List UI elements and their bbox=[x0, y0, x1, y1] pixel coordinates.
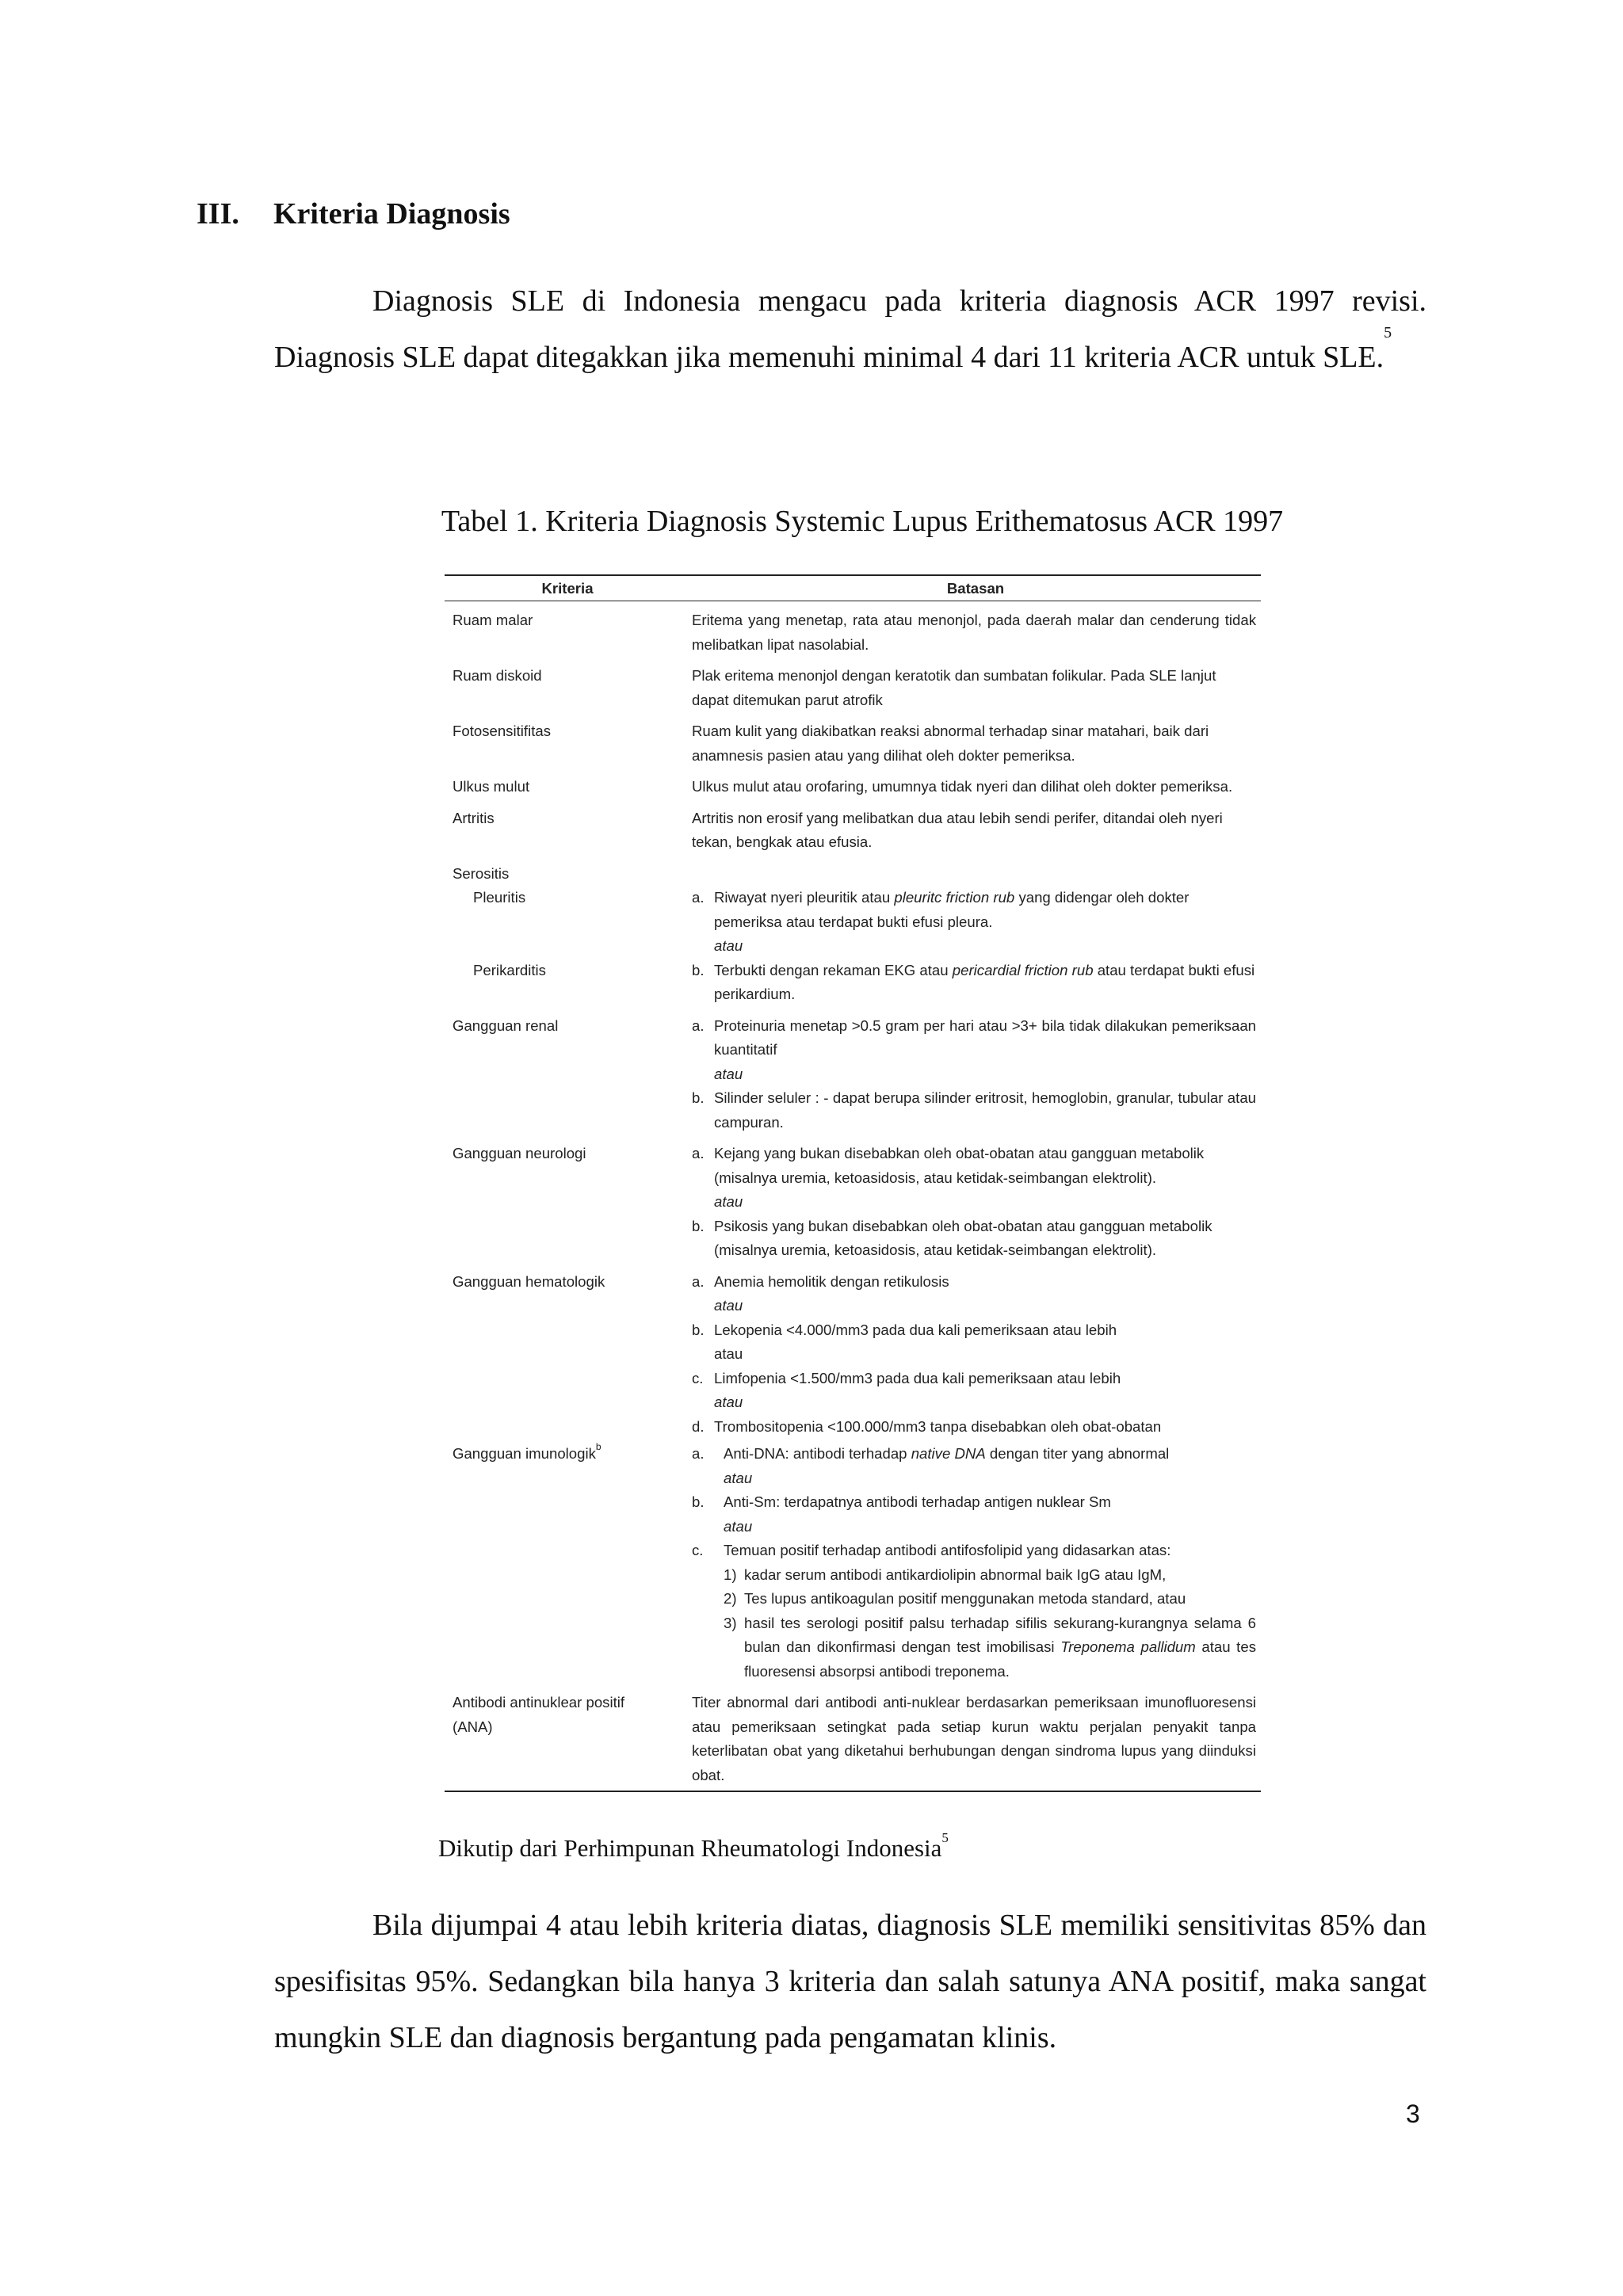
criterion-definition bbox=[692, 862, 1261, 1007]
table-row bbox=[445, 608, 1261, 657]
table-row bbox=[445, 1142, 1261, 1263]
definition-item: a. Proteinuria menetap >0.5 gram per hari atau >3+ bila tidak dilakukan pemeriksaan kuantitatif bbox=[692, 1016, 1256, 1058]
section-title: Kriteria Diagnosis bbox=[273, 197, 510, 231]
table-row bbox=[445, 1014, 1261, 1135]
sub-criterion-label: Pleuritis bbox=[473, 889, 526, 906]
criterion-label: Gangguan neurologi bbox=[453, 1145, 586, 1161]
closing-text: Bila dijumpai 4 atau lebih kriteria diatas, diagnosis SLE memiliki sensitivitas 85% dan spesifisitas 95%. Sedangkan bila hanya 3 kriteria dan salah satunya ANA positif, maka sangat mungkin SLE dan diagnosis bergantung pada pengamatan klinis. bbox=[274, 1909, 1426, 2054]
criterion-label: Ruam malar bbox=[453, 612, 533, 628]
criteria-table bbox=[445, 574, 1261, 1792]
numbered-item: 1) kadar serum antibodi antikardiolipin abnormal baik IgG atau IgM, bbox=[724, 1566, 1167, 1583]
table-caption: Tabel 1. Kriteria Diagnosis Systemic Lupus Erithematosus ACR 1997 bbox=[441, 505, 1284, 538]
closing-paragraph bbox=[274, 1897, 1426, 2066]
intro-text: Diagnosis SLE di Indonesia mengacu pada kriteria diagnosis ACR 1997 revisi. Diagnosis SLE dapat ditegakkan jika memenuhi minimal 4 dari 11 kriteria ACR untuk SLE. bbox=[274, 284, 1426, 374]
criterion-label: Antibodi antinuklear positif (ANA) bbox=[453, 1694, 625, 1735]
numbered-item: 3) hasil tes serologi positif palsu terhadap sifilis sekurang-kurangnya selama 6 bulan dan dikonfirmasi dengan test imobilisasi Treponema pallidum atau tes fluoresensi absorpsi antibodi treponema. bbox=[724, 1614, 1256, 1680]
table-source-note: Dikutip dari Perhimpunan Rheumatologi Indonesia$^5$ bbox=[438, 1830, 949, 1862]
table-row bbox=[445, 1270, 1261, 1440]
or-connector: atau bbox=[714, 1345, 743, 1362]
definition-item: b. Silinder seluler : - dapat berupa silinder eritrosit, hemoglobin, granular, tubular atau campuran. bbox=[692, 1089, 1256, 1131]
criterion-label: Serositis bbox=[453, 864, 510, 882]
table-row bbox=[445, 1442, 1261, 1684]
section-heading bbox=[197, 196, 510, 231]
criterion-label: Gangguan hematologik bbox=[453, 1272, 605, 1290]
definition-item: c. Limfopenia <1.500/mm3 pada dua kali pemeriksaan atau lebih bbox=[692, 1369, 1121, 1386]
criterion-definition bbox=[692, 1142, 1261, 1263]
page-number: 3 bbox=[1406, 2100, 1420, 2128]
definition-item: c. Temuan positif terhadap antibodi antifosfolipid yang didasarkan atas: bbox=[692, 1542, 1171, 1558]
criterion-label: Ruam diskoid bbox=[453, 667, 542, 684]
section-number: III. bbox=[197, 197, 239, 231]
definition-item: a. Anemia hemolitik dengan retikulosis bbox=[692, 1272, 949, 1290]
criterion-definition: Artritis non erosif yang melibatkan dua atau lebih sendi perifer, ditandai oleh nyeri tekan, bengkak atau efusia. bbox=[692, 809, 1223, 850]
definition-item: b. Anti-Sm: terdapatnya antibodi terhadap antigen nuklear Sm bbox=[692, 1493, 1111, 1510]
numbered-item: 2) Tes lupus antikoagulan positif menggunakan metoda standard, atau bbox=[724, 1590, 1186, 1607]
definition-item: d. Trombositopenia <100.000/mm3 tanpa disebabkan oleh obat-obatan bbox=[692, 1417, 1162, 1435]
or-connector: atau bbox=[714, 1297, 743, 1314]
criterion-label-group bbox=[445, 862, 692, 1007]
criterion-definition: Eritema yang menetap, rata atau menonjol, pada daerah malar dan cenderung tidak melibatkan lipat nasolabial. bbox=[692, 612, 1256, 653]
criterion-label: Gangguan renal bbox=[453, 1016, 559, 1034]
intro-paragraph bbox=[274, 273, 1426, 386]
header-criteria: Kriteria bbox=[541, 580, 594, 597]
or-connector: atau bbox=[714, 937, 743, 954]
or-connector: atau bbox=[714, 1193, 743, 1210]
definition-item: a. Riwayat nyeri pleuritik atau pleuritc friction rub yang didengar oleh dokter pemeriksa atau terdapat bukti efusi pleura. bbox=[692, 889, 1190, 930]
table-row bbox=[445, 1691, 1261, 1787]
criterion-label: Artritis bbox=[453, 809, 495, 826]
header-definition: Batasan bbox=[946, 580, 1005, 597]
table-row bbox=[445, 664, 1261, 712]
table-row bbox=[445, 862, 1261, 1007]
definition-item: b. Lekopenia <4.000/mm3 pada dua kali pemeriksaan atau lebih bbox=[692, 1321, 1117, 1338]
criterion-definition bbox=[692, 1270, 1261, 1440]
intro-footnote-ref: 5 bbox=[1384, 324, 1392, 341]
definition-item: b. Psikosis yang bukan disebabkan oleh obat-obatan atau gangguan metabolik (misalnya uremia, ketoasidosis, atau ketidak-seimbangan elektrolit). bbox=[692, 1217, 1212, 1258]
definition-item: a. Kejang yang bukan disebabkan oleh obat-obatan atau gangguan metabolik (misalnya uremia, ketoasidosis, atau ketidak-seimbangan elektrolit). bbox=[692, 1145, 1205, 1186]
or-connector: atau bbox=[724, 1469, 753, 1486]
criterion-definition bbox=[692, 1014, 1261, 1135]
table-row bbox=[445, 807, 1261, 855]
criterion-definition: Ruam kulit yang diakibatkan reaksi abnormal terhadap sinar matahari, baik dari anamnesis pasien atau yang dilihat oleh dokter pemeriksa. bbox=[692, 723, 1209, 764]
or-connector: atau bbox=[714, 1394, 743, 1410]
definition-item: a. Anti-DNA: antibodi terhadap native DNA dengan titer yang abnormal bbox=[692, 1445, 1170, 1462]
criterion-definition: Plak eritema menonjol dengan keratotik dan sumbatan folikular. Pada SLE lanjut dapat ditemukan parut atrofik bbox=[692, 667, 1216, 708]
or-connector: atau bbox=[714, 1065, 743, 1082]
sub-criterion-label: Perikarditis bbox=[473, 961, 546, 978]
definition-item: b. Terbukti dengan rekaman EKG atau pericardial friction rub atau terdapat bukti efusi perikardium. bbox=[692, 961, 1255, 1002]
criterion-definition: Titer abnormal dari antibodi anti-nuklear berdasarkan pemeriksaan imunofluoresensi atau pemeriksaan setingkat pada setiap kurun waktu perjalan penyakit tanpa keterlibatan obat yang diketahui berhubungan dengan sindroma lupus yang diinduksi obat. bbox=[692, 1694, 1256, 1783]
table-row bbox=[445, 775, 1261, 799]
criterion-label: Fotosensitifitas bbox=[453, 723, 552, 739]
table-header-row bbox=[445, 576, 1261, 601]
criterion-definition: Ulkus mulut atau orofaring, umumnya tidak nyeri dan dilihat oleh dokter pemeriksa. bbox=[692, 778, 1233, 795]
criterion-label: Gangguan imunologik$^b$ bbox=[453, 1441, 601, 1462]
criterion-label: Ulkus mulut bbox=[453, 778, 530, 795]
or-connector: atau bbox=[724, 1517, 753, 1535]
table-row bbox=[445, 719, 1261, 768]
criterion-definition bbox=[692, 1442, 1261, 1684]
